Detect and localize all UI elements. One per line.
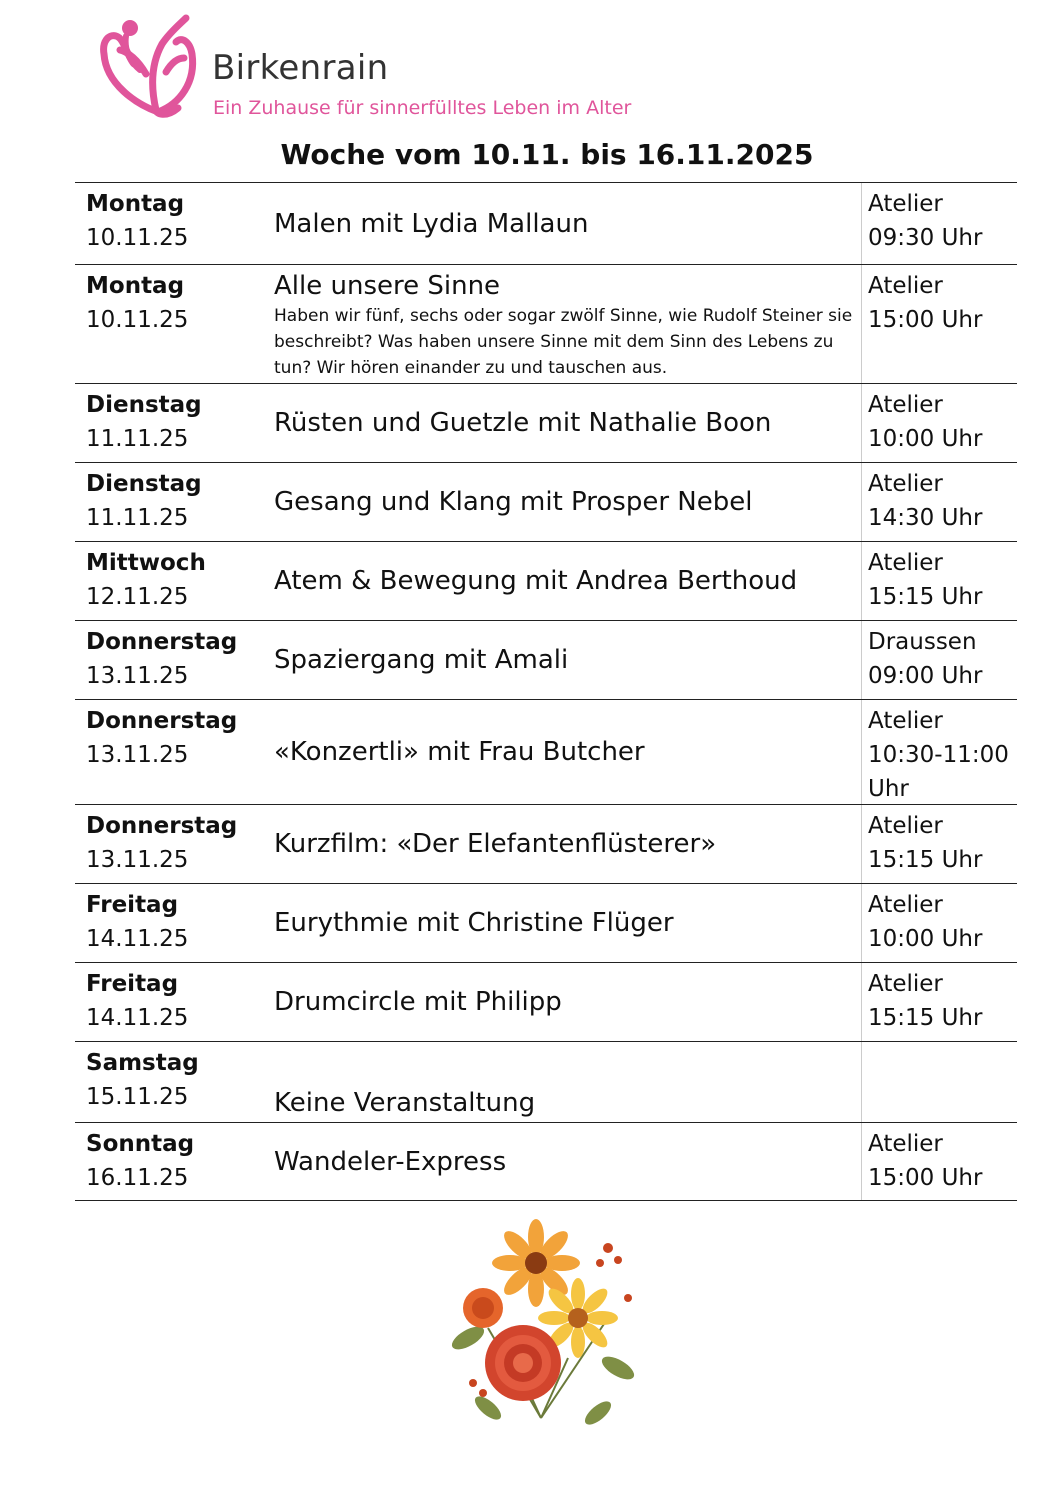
table-row bbox=[75, 384, 1017, 463]
event-title: Malen mit Lydia Mallaun bbox=[274, 208, 589, 239]
event-title: Gesang und Klang mit Prosper Nebel bbox=[274, 487, 753, 517]
date: 13.11.25 bbox=[86, 847, 189, 873]
time: 15:00 Uhr bbox=[868, 1165, 983, 1191]
location-cell bbox=[861, 963, 1017, 1041]
table-row bbox=[75, 700, 1017, 805]
day-cell bbox=[75, 463, 263, 541]
location: Atelier bbox=[868, 471, 943, 497]
day-cell bbox=[75, 265, 263, 383]
event-cell bbox=[263, 884, 861, 962]
time: 09:00 Uhr bbox=[868, 663, 983, 689]
date: 16.11.25 bbox=[86, 1165, 189, 1191]
location-cell bbox=[861, 805, 1017, 883]
event-cell bbox=[263, 542, 861, 620]
event-cell bbox=[263, 384, 861, 462]
time: 10:30-11:00 Uhr bbox=[868, 742, 1009, 802]
date: 10.11.25 bbox=[86, 225, 189, 251]
location: Atelier bbox=[868, 550, 943, 576]
event-cell bbox=[263, 700, 861, 804]
weekday: Sonntag bbox=[86, 1131, 195, 1157]
weekday: Montag bbox=[86, 273, 185, 299]
event-cell bbox=[263, 963, 861, 1041]
event-cell bbox=[263, 463, 861, 541]
date: 13.11.25 bbox=[86, 742, 189, 768]
event-cell bbox=[263, 183, 861, 264]
weekday: Montag bbox=[86, 191, 185, 217]
table-row bbox=[75, 265, 1017, 384]
location-cell bbox=[861, 700, 1017, 804]
time: 15:00 Uhr bbox=[868, 307, 983, 333]
location-cell bbox=[861, 884, 1017, 962]
brand-tagline: Ein Zuhause für sinnerfülltes Leben im Alter bbox=[213, 97, 632, 119]
date: 14.11.25 bbox=[86, 926, 189, 952]
day-cell bbox=[75, 384, 263, 462]
location: Atelier bbox=[868, 813, 943, 839]
weekday: Freitag bbox=[86, 971, 179, 997]
page-title: Woche vom 10.11. bis 16.11.2025 bbox=[280, 138, 814, 171]
date: 11.11.25 bbox=[86, 505, 189, 531]
event-title: Rüsten und Guetzle mit Nathalie Boon bbox=[274, 408, 772, 438]
location-cell bbox=[861, 384, 1017, 462]
location: Atelier bbox=[868, 708, 943, 734]
day-cell bbox=[75, 542, 263, 620]
schedule-table bbox=[75, 182, 1017, 1201]
table-row bbox=[75, 884, 1017, 963]
event-cell bbox=[263, 1123, 861, 1200]
event-title: Eurythmie mit Christine Flüger bbox=[274, 908, 674, 938]
time: 10:00 Uhr bbox=[868, 426, 983, 452]
event-title: Kurzfilm: «Der Elefantenflüsterer» bbox=[274, 829, 717, 859]
weekday: Freitag bbox=[86, 892, 179, 918]
date: 12.11.25 bbox=[86, 584, 189, 610]
table-row bbox=[75, 542, 1017, 621]
table-row bbox=[75, 621, 1017, 700]
event-title: Keine Veranstaltung bbox=[274, 1088, 536, 1118]
time: 15:15 Uhr bbox=[868, 584, 983, 610]
time: 15:15 Uhr bbox=[868, 847, 983, 873]
table-row bbox=[75, 1123, 1017, 1201]
location-cell bbox=[861, 1042, 1017, 1122]
location: Atelier bbox=[868, 191, 943, 217]
table-row bbox=[75, 963, 1017, 1042]
location: Atelier bbox=[868, 1131, 943, 1157]
date: 11.11.25 bbox=[86, 426, 189, 452]
day-cell bbox=[75, 1123, 263, 1200]
location-cell bbox=[861, 463, 1017, 541]
event-cell bbox=[263, 265, 861, 383]
autumn-flower-bouquet-icon bbox=[428, 1218, 654, 1438]
event-cell bbox=[263, 1042, 861, 1122]
location-cell bbox=[861, 1123, 1017, 1200]
weekday: Donnerstag bbox=[86, 813, 238, 839]
table-row bbox=[75, 805, 1017, 884]
date: 13.11.25 bbox=[86, 663, 189, 689]
day-cell bbox=[75, 183, 263, 264]
table-row bbox=[75, 463, 1017, 542]
location-cell bbox=[861, 621, 1017, 699]
location: Atelier bbox=[868, 892, 943, 918]
date: 14.11.25 bbox=[86, 1005, 189, 1031]
day-cell bbox=[75, 884, 263, 962]
location-cell bbox=[861, 183, 1017, 264]
weekday: Donnerstag bbox=[86, 629, 238, 655]
weekday: Dienstag bbox=[86, 471, 202, 497]
location: Atelier bbox=[868, 273, 943, 299]
time: 09:30 Uhr bbox=[868, 225, 983, 251]
flower-figure-logo-icon bbox=[96, 14, 216, 122]
event-cell bbox=[263, 621, 861, 699]
date: 10.11.25 bbox=[86, 307, 189, 333]
location: Atelier bbox=[868, 971, 943, 997]
event-title: «Konzertli» mit Frau Butcher bbox=[274, 737, 645, 767]
location: Atelier bbox=[868, 392, 943, 418]
event-title: Alle unsere Sinne bbox=[274, 271, 501, 301]
time: 10:00 Uhr bbox=[868, 926, 983, 952]
weekday: Donnerstag bbox=[86, 708, 238, 734]
weekday: Mittwoch bbox=[86, 550, 206, 576]
event-title: Wandeler-Express bbox=[274, 1146, 507, 1177]
day-cell bbox=[75, 1042, 263, 1122]
weekday: Dienstag bbox=[86, 392, 202, 418]
location-cell bbox=[861, 265, 1017, 383]
weekday: Samstag bbox=[86, 1050, 199, 1076]
event-title: Spaziergang mit Amali bbox=[274, 645, 569, 675]
time: 15:15 Uhr bbox=[868, 1005, 983, 1031]
brand-name: Birkenrain bbox=[212, 48, 389, 88]
day-cell bbox=[75, 621, 263, 699]
date: 15.11.25 bbox=[86, 1084, 189, 1110]
event-cell bbox=[263, 805, 861, 883]
day-cell bbox=[75, 805, 263, 883]
event-title: Atem & Bewegung mit Andrea Berthoud bbox=[274, 566, 798, 596]
time: 14:30 Uhr bbox=[868, 505, 983, 531]
location: Draussen bbox=[868, 629, 977, 655]
table-row bbox=[75, 1042, 1017, 1123]
day-cell bbox=[75, 700, 263, 804]
event-description: Haben wir fünf, sechs oder sogar zwölf Sinne, wie Rudolf Steiner sie beschreibt? Was haben unsere Sinne mit dem Sinn des Lebens zu tun? Wir hören einander zu und tauschen aus. bbox=[274, 306, 853, 378]
day-cell bbox=[75, 963, 263, 1041]
location-cell bbox=[861, 542, 1017, 620]
table-row bbox=[75, 183, 1017, 265]
event-title: Drumcircle mit Philipp bbox=[274, 987, 562, 1017]
